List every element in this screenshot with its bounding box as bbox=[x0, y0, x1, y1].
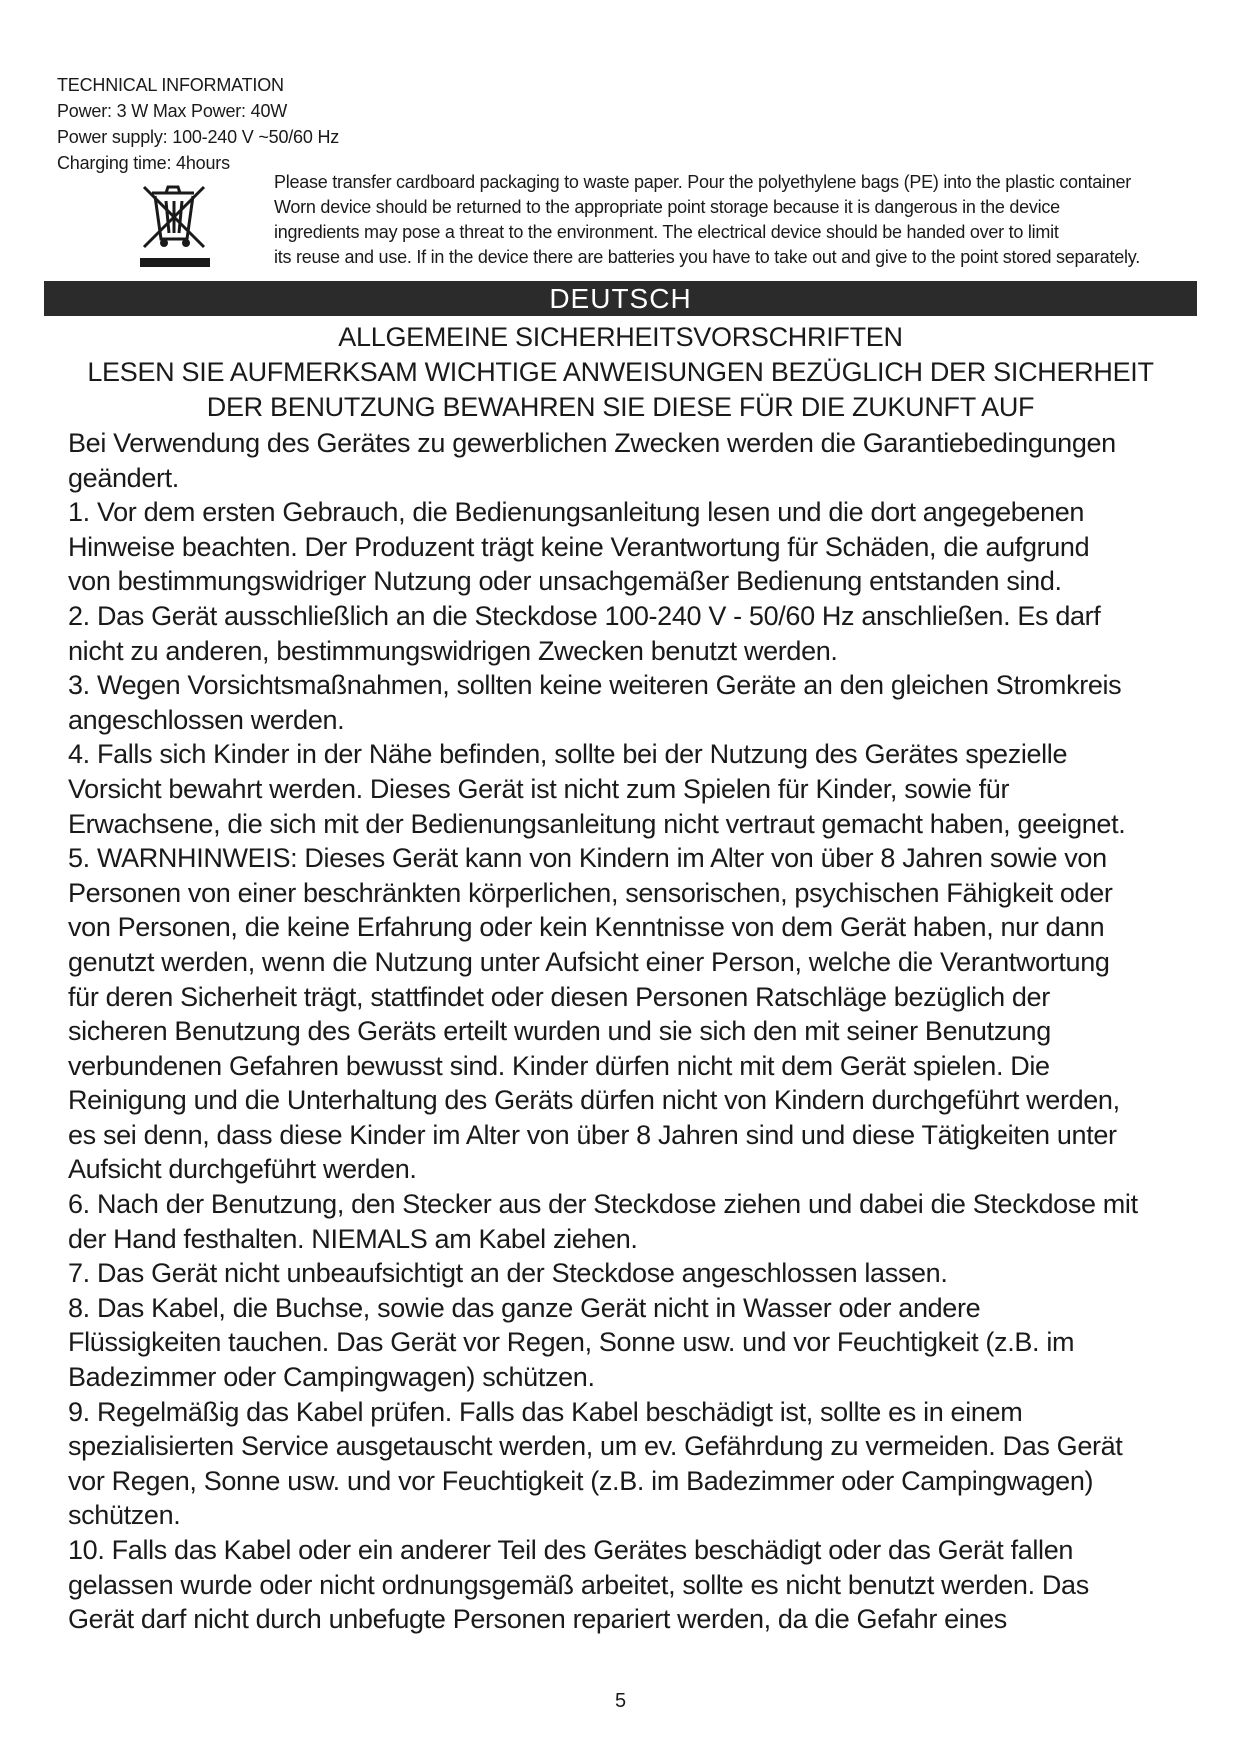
body-line: von Personen, die keine Erfahrung oder kein Kenntnisse von dem Gerät haben, nur dann bbox=[68, 912, 1105, 943]
body-line: Reinigung und die Unterhaltung des Geräts dürfen nicht von Kindern durchgeführt werden, bbox=[68, 1085, 1120, 1116]
body-line: schützen. bbox=[68, 1500, 181, 1531]
body-line: Badezimmer oder Campingwagen) schützen. bbox=[68, 1362, 595, 1393]
body-line: der Hand festhalten. NIEMALS am Kabel ziehen. bbox=[68, 1223, 638, 1254]
body-line: Erwachsene, die sich mit der Bedienungsanleitung nicht vertraut gemacht haben, geeignet. bbox=[68, 808, 1126, 839]
tech-info-power-supply: Power supply: 100-240 V ~50/60 Hz bbox=[57, 127, 340, 147]
page-number: 5 bbox=[614, 1690, 627, 1712]
body-line: 8. Das Kabel, die Buchse, sowie das ganze Gerät nicht in Wasser oder andere bbox=[68, 1292, 981, 1323]
disposal-line: Please transfer cardboard packaging to waste paper. Pour the polyethylene bags (PE) into the plastic container bbox=[274, 172, 1132, 192]
body-line: Bei Verwendung des Gerätes zu gewerblichen Zwecken werden die Garantiebedingungen bbox=[68, 428, 1116, 458]
body-line: Aufsicht durchgeführt werden. bbox=[68, 1154, 417, 1185]
body-line: 2. Das Gerät ausschließlich an die Steckdose 100-240 V - 50/60 Hz anschließen. Es darf bbox=[68, 600, 1101, 631]
body-line: 6. Nach der Benutzung, den Stecker aus der Steckdose ziehen und dabei die Steckdose mit bbox=[68, 1189, 1138, 1220]
tech-info-charging-time: Charging time: 4hours bbox=[57, 153, 230, 173]
safety-subtitle-line-1: LESEN SIE AUFMERKSAM WICHTIGE ANWEISUNGEN BEZÜGLICH DER SICHERHEIT bbox=[87, 357, 1154, 387]
body-line: genutzt werden, wenn die Nutzung unter Aufsicht einer Person, welche die Verantwortung bbox=[68, 946, 1110, 977]
body-line: 10. Falls das Kabel oder ein anderer Teil des Gerätes beschädigt oder das Gerät fallen bbox=[68, 1535, 1074, 1565]
language-section-header: DEUTSCH bbox=[44, 281, 1197, 316]
tech-info-power: Power: 3 W Max Power: 40W bbox=[57, 101, 288, 121]
body-line: spezialisierten Service ausgetauscht werden, um ev. Gefährdung zu vermeiden. Das Gerät bbox=[68, 1431, 1123, 1462]
body-line: gelassen wurde oder nicht ordnungsgemäß arbeitet, sollte es nicht benutzt werden. Das bbox=[68, 1569, 1089, 1600]
technical-information bbox=[57, 72, 339, 176]
body-line: angeschlossen werden. bbox=[68, 704, 345, 735]
body-line: verbundenen Gefahren bewusst sind. Kinder dürfen nicht mit dem Gerät spielen. Die bbox=[68, 1050, 1050, 1081]
body-line: es sei denn, dass diese Kinder im Alter von über 8 Jahren sind und diese Tätigkeiten unter bbox=[68, 1119, 1117, 1150]
body-line: 3. Wegen Vorsichtsmaßnahmen, sollten keine weiteren Geräte an den gleichen Stromkreis bbox=[68, 670, 1122, 701]
body-line: 4. Falls sich Kinder in der Nähe befinden, sollte bei der Nutzung des Gerätes spezielle bbox=[68, 739, 1068, 770]
body-line: Gerät darf nicht durch unbefugte Personen repariert werden, da die Gefahr eines bbox=[68, 1604, 1007, 1635]
disposal-line: Worn device should be returned to the appropriate point storage because it is dangerous in the device bbox=[274, 197, 1060, 217]
body-line: von bestimmungswidriger Nutzung oder unsachgemäßer Bedienung entstanden sind. bbox=[68, 566, 1062, 597]
body-line: nicht zu anderen, bestimmungswidrigen Zwecken benutzt werden. bbox=[68, 635, 838, 666]
tech-info-title: TECHNICAL INFORMATION bbox=[57, 75, 284, 95]
body-line: geändert. bbox=[68, 462, 179, 493]
body-line: Personen von einer beschränkten körperlichen, sensorischen, psychischen Fähigkeit oder bbox=[68, 877, 1113, 908]
body-line: 1. Vor dem ersten Gebrauch, die Bedienungsanleitung lesen und die dort angegebenen bbox=[68, 497, 1085, 528]
body-line: 5. WARNHINWEIS: Dieses Gerät kann von Kindern im Alter von über 8 Jahren sowie von bbox=[68, 843, 1107, 874]
disposal-line: its reuse and use. If in the device there are batteries you have to take out and give to the point stored separately. bbox=[274, 247, 1140, 267]
body-line: 9. Regelmäßig das Kabel prüfen. Falls das Kabel beschädigt ist, sollte es in einem bbox=[68, 1396, 1023, 1427]
disposal-instructions bbox=[274, 170, 1214, 270]
safety-subtitle-line-2: DER BENUTZUNG BEWAHREN SIE DIESE FÜR DIE ZUKUNFT AUF bbox=[206, 392, 1035, 422]
body-line: sicheren Benutzung des Geräts erteilt wurden und sie sich den mit seiner Benutzung bbox=[68, 1016, 1051, 1047]
safety-instructions-body bbox=[68, 426, 1198, 1637]
crossed-out-wheelie-bin-icon bbox=[138, 183, 212, 269]
body-line: Vorsicht bewahrt werden. Dieses Gerät ist nicht zum Spielen für Kinder, sowie für bbox=[68, 773, 1010, 804]
safety-title: ALLGEMEINE SICHERHEITSVORSCHRIFTEN bbox=[338, 322, 903, 352]
body-line: vor Regen, Sonne usw. und vor Feuchtigkeit (z.B. im Badezimmer oder Campingwagen) bbox=[68, 1465, 1094, 1496]
body-line: Flüssigkeiten tauchen. Das Gerät vor Regen, Sonne usw. und vor Feuchtigkeit (z.B. im bbox=[68, 1327, 1075, 1358]
disposal-line: ingredients may pose a threat to the environment. The electrical device should be handed over to limit bbox=[274, 222, 1059, 242]
body-line: für deren Sicherheit trägt, stattfindet oder diesen Personen Ratschläge bezüglich der bbox=[68, 981, 1050, 1012]
body-line: Hinweise beachten. Der Produzent trägt keine Verantwortung für Schäden, die aufgrund bbox=[68, 531, 1090, 562]
body-line: 7. Das Gerät nicht unbeaufsichtigt an der Steckdose angeschlossen lassen. bbox=[68, 1258, 948, 1289]
safety-headings bbox=[44, 320, 1197, 425]
